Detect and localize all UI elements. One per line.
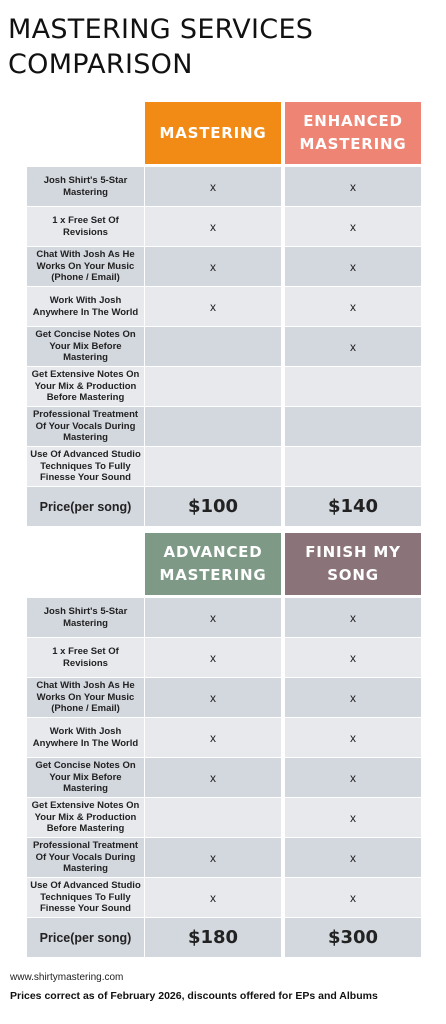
- feature-label: 1 x Free Set Of Revisions: [27, 638, 144, 677]
- comparison-table-2: [27, 533, 421, 958]
- feature-label: Josh Shirt's 5-Star Mastering: [27, 598, 144, 637]
- price-mastering: $100: [145, 487, 281, 526]
- feature-mark-finish-my-song: x: [285, 638, 421, 677]
- feature-mark-finish-my-song: x: [285, 718, 421, 757]
- header-spacer: [27, 102, 144, 164]
- feature-label: Chat With Josh As He Works On Your Music (Phone / Email): [27, 247, 144, 286]
- plan-header-enhanced-mastering: ENHANCED MASTERING: [285, 102, 421, 164]
- feature-row: [27, 678, 421, 717]
- feature-row: [27, 367, 421, 406]
- feature-mark-mastering: [145, 327, 281, 366]
- title-line-1: MASTERING SERVICES: [8, 14, 314, 45]
- feature-label: 1 x Free Set Of Revisions: [27, 207, 144, 246]
- feature-mark-advanced-mastering: x: [145, 718, 281, 757]
- feature-label: Work With Josh Anywhere In The World: [27, 287, 144, 326]
- feature-label: Work With Josh Anywhere In The World: [27, 718, 144, 757]
- feature-label: Get Concise Notes On Your Mix Before Mastering: [27, 758, 144, 797]
- price-advanced-mastering: $180: [145, 918, 281, 957]
- title-line-2: COMPARISON: [8, 49, 193, 80]
- feature-mark-enhanced-mastering: x: [285, 247, 421, 286]
- feature-mark-advanced-mastering: x: [145, 838, 281, 877]
- price-enhanced-mastering: $140: [285, 487, 421, 526]
- feature-mark-enhanced-mastering: x: [285, 327, 421, 366]
- feature-mark-mastering: x: [145, 207, 281, 246]
- feature-mark-finish-my-song: x: [285, 598, 421, 637]
- plan-header-row: [27, 533, 421, 595]
- price-label: Price (per song): [27, 918, 144, 957]
- feature-row: [27, 758, 421, 797]
- price-row: [27, 487, 421, 526]
- feature-label: Chat With Josh As He Works On Your Music (Phone / Email): [27, 678, 144, 717]
- feature-mark-advanced-mastering: [145, 798, 281, 837]
- feature-mark-mastering: [145, 447, 281, 486]
- feature-row: [27, 207, 421, 246]
- comparison-table-1: [27, 102, 421, 527]
- feature-row: [27, 447, 421, 486]
- feature-mark-enhanced-mastering: [285, 407, 421, 446]
- feature-row: [27, 878, 421, 917]
- feature-mark-mastering: x: [145, 167, 281, 206]
- feature-mark-advanced-mastering: x: [145, 598, 281, 637]
- feature-label: Josh Shirt's 5-Star Mastering: [27, 167, 144, 206]
- feature-label: Professional Treatment Of Your Vocals During Mastering: [27, 407, 144, 446]
- feature-row: [27, 638, 421, 677]
- feature-mark-enhanced-mastering: x: [285, 287, 421, 326]
- feature-label: Get Concise Notes On Your Mix Before Mastering: [27, 327, 144, 366]
- feature-mark-finish-my-song: x: [285, 758, 421, 797]
- plan-header-advanced-mastering: ADVANCED MASTERING: [145, 533, 281, 595]
- feature-row: [27, 247, 421, 286]
- feature-row: [27, 798, 421, 837]
- feature-row: [27, 718, 421, 757]
- feature-mark-advanced-mastering: x: [145, 638, 281, 677]
- feature-row: [27, 598, 421, 637]
- feature-mark-enhanced-mastering: [285, 367, 421, 406]
- feature-mark-enhanced-mastering: x: [285, 167, 421, 206]
- feature-mark-finish-my-song: x: [285, 838, 421, 877]
- feature-label: Professional Treatment Of Your Vocals During Mastering: [27, 838, 144, 877]
- header-spacer: [27, 533, 144, 595]
- price-label: Price (per song): [27, 487, 144, 526]
- feature-mark-finish-my-song: x: [285, 678, 421, 717]
- feature-mark-finish-my-song: x: [285, 798, 421, 837]
- pricing-note: Prices correct as of February 2026, discounts offered for EPs and Albums: [10, 990, 378, 1002]
- price-finish-my-song: $300: [285, 918, 421, 957]
- feature-mark-advanced-mastering: x: [145, 678, 281, 717]
- feature-mark-mastering: [145, 367, 281, 406]
- website-url: www.shirtymastering.com: [10, 972, 124, 983]
- feature-label: Use Of Advanced Studio Techniques To Fully Finesse Your Sound: [27, 447, 144, 486]
- page-title: [8, 12, 438, 82]
- feature-mark-mastering: x: [145, 287, 281, 326]
- feature-mark-mastering: x: [145, 247, 281, 286]
- feature-row: [27, 327, 421, 366]
- feature-label: Get Extensive Notes On Your Mix & Production Before Mastering: [27, 367, 144, 406]
- feature-row: [27, 167, 421, 206]
- feature-row: [27, 287, 421, 326]
- feature-mark-advanced-mastering: x: [145, 758, 281, 797]
- plan-header-mastering: MASTERING: [145, 102, 281, 164]
- feature-label: Use Of Advanced Studio Techniques To Fully Finesse Your Sound: [27, 878, 144, 917]
- plan-header-finish-my-song: FINISH MY SONG: [285, 533, 421, 595]
- feature-mark-finish-my-song: x: [285, 878, 421, 917]
- feature-label: Get Extensive Notes On Your Mix & Production Before Mastering: [27, 798, 144, 837]
- feature-mark-enhanced-mastering: [285, 447, 421, 486]
- price-row: [27, 918, 421, 957]
- plan-header-row: [27, 102, 421, 164]
- feature-mark-mastering: [145, 407, 281, 446]
- feature-row: [27, 838, 421, 877]
- feature-row: [27, 407, 421, 446]
- feature-mark-advanced-mastering: x: [145, 878, 281, 917]
- feature-mark-enhanced-mastering: x: [285, 207, 421, 246]
